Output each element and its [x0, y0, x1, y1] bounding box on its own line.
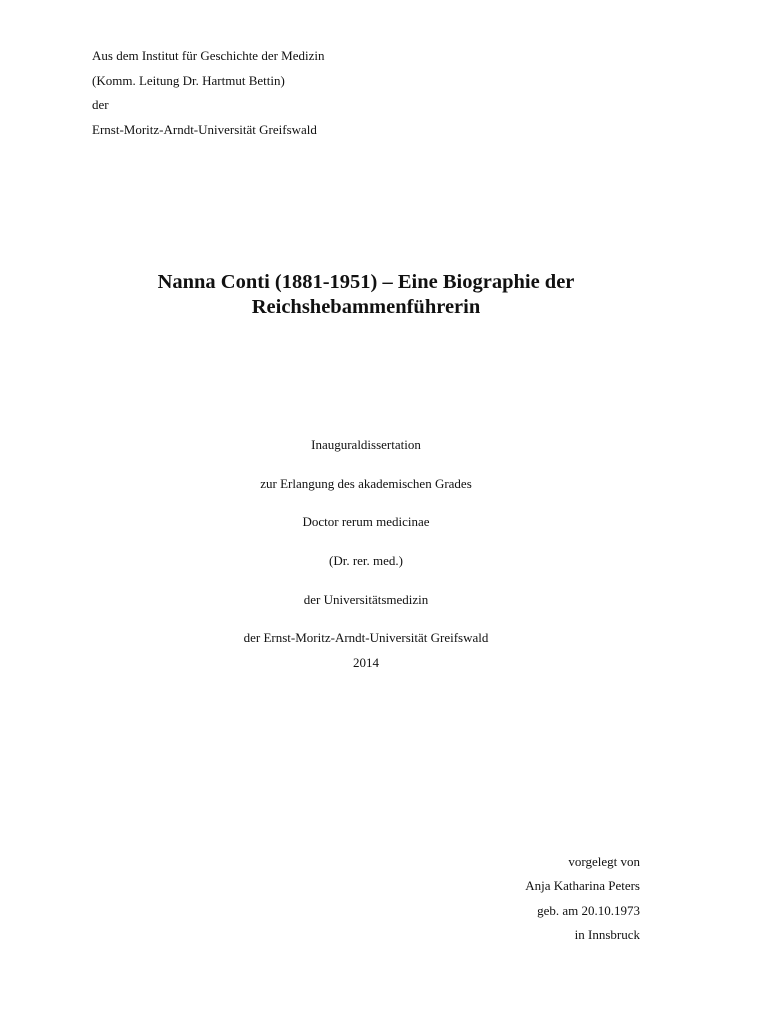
institution-line-der: der: [92, 97, 109, 112]
dissertation-title: [0, 270, 732, 320]
degree-type: Inauguraldissertation: [311, 437, 421, 452]
degree-purpose: zur Erlangung des akademischen Grades: [260, 476, 472, 491]
degree-abbreviation: (Dr. rer. med.): [328, 553, 403, 568]
author-submitted-by: vorgelegt von: [568, 854, 640, 869]
title-line-2: Reichshebammenführerin: [251, 296, 481, 318]
degree-faculty: der Universitätsmedizin: [303, 592, 429, 607]
institution-line-leadership: (Komm. Leitung Dr. Hartmut Bettin): [92, 72, 285, 88]
institution-block: [92, 44, 325, 142]
institution-line-institute: Aus dem Institut für Geschichte der Medizin: [92, 48, 325, 63]
degree-year: 2014: [353, 655, 379, 670]
author-name: Anja Katharina Peters: [525, 878, 640, 894]
degree-university: der Ernst-Moritz-Arndt-Universität Greifswald: [243, 630, 489, 645]
author-block: [525, 850, 640, 947]
title-line-1: Nanna Conti (1881-1951) – Eine Biographie der: [157, 271, 575, 293]
institution-line-university: Ernst-Moritz-Arndt-Universität Greifswald: [92, 121, 317, 137]
author-birth-date: geb. am 20.10.1973: [537, 902, 640, 918]
author-birthplace: in Innsbruck: [574, 926, 640, 942]
degree-name: Doctor rerum medicinae: [302, 514, 430, 529]
